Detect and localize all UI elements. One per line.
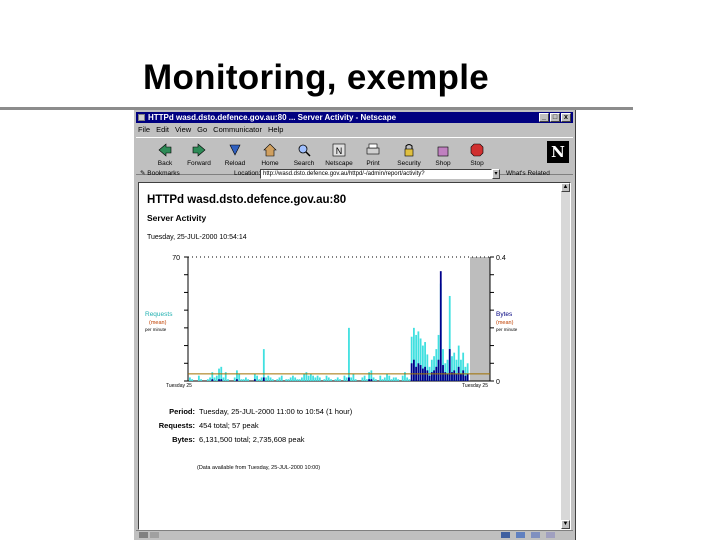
netscape-button[interactable]: N Netscape <box>324 140 354 167</box>
requests-bar <box>386 374 388 381</box>
requests-bar <box>256 376 258 381</box>
bytes-bar <box>442 365 444 381</box>
bottom-left-label: Tuesday 25 <box>166 383 192 389</box>
requests-bar <box>290 377 292 381</box>
bytes-bar <box>368 379 370 381</box>
page-content <box>138 182 571 530</box>
requests-bar <box>388 376 390 381</box>
data-availability-note: (Data available from Tuesday, 25-JUL-2000 10:00) <box>197 465 321 471</box>
page-host-title: HTTPd wasd.dsto.defence.gov.au:80 <box>147 194 347 206</box>
requests-bar <box>339 379 341 381</box>
requests-label: Requests: <box>158 421 195 430</box>
security-lock-icon <box>401 142 417 158</box>
status-bar <box>136 530 573 539</box>
component-bar-composer-icon[interactable] <box>546 532 555 538</box>
menu-bar <box>138 124 283 135</box>
requests-bar <box>397 379 399 381</box>
bytes-bar <box>422 369 424 381</box>
minimize-button[interactable]: _ <box>539 113 549 122</box>
bytes-bar <box>433 370 435 381</box>
requests-bar <box>353 374 355 381</box>
bytes-bar <box>370 379 372 381</box>
component-bar-news-icon[interactable] <box>531 532 540 538</box>
requests-bar <box>276 379 278 381</box>
shop-button[interactable]: Shop <box>428 140 458 167</box>
left-series-sub2-label: per minute <box>145 327 167 332</box>
requests-bar <box>303 374 305 381</box>
bytes-bar <box>254 379 256 381</box>
right-axis-min-label: 0 <box>496 379 500 386</box>
requests-bar <box>323 379 325 381</box>
bytes-bar <box>220 379 222 381</box>
requests-bar <box>198 376 200 381</box>
requests-bar <box>328 377 330 381</box>
requests-bar <box>238 374 240 381</box>
whats-related-button[interactable]: What's Related <box>506 170 550 177</box>
bytes-bar <box>348 377 350 381</box>
bytes-bar <box>453 370 455 381</box>
bytes-bar <box>429 376 431 381</box>
bookmarks-button[interactable]: ✎ Bookmarks <box>140 170 180 177</box>
requests-bar <box>337 377 339 381</box>
left-series-sub-label: (mean) <box>149 320 167 326</box>
browser-window <box>133 110 576 540</box>
requests-bar <box>241 379 243 381</box>
window-title: HTTPd wasd.dsto.defence.gov.au:80 ... Server Activity - Netscape <box>148 113 397 122</box>
url-dropdown-button[interactable]: ▾ <box>492 169 500 179</box>
requests-bar <box>297 379 299 381</box>
requests-bar <box>294 377 296 381</box>
menu-go[interactable]: Go <box>197 125 208 134</box>
requests-bar <box>189 377 191 381</box>
bytes-bar <box>420 365 422 381</box>
requests-bar <box>200 379 202 381</box>
requests-bar <box>247 379 249 381</box>
print-icon <box>365 142 381 158</box>
requests-bar <box>234 377 236 381</box>
forward-button[interactable]: Forward <box>184 140 214 167</box>
bytes-bar <box>467 374 469 381</box>
left-axis-max-label: 70 <box>172 255 180 262</box>
scroll-down-arrow[interactable]: ▼ <box>562 521 569 527</box>
close-button[interactable]: x <box>561 113 571 122</box>
menu-communicator[interactable]: Communicator <box>213 125 262 134</box>
bytes-value: 6,131,500 total; 2,735,608 peak <box>199 435 305 444</box>
requests-bar <box>191 379 193 381</box>
bytes-bar <box>447 374 449 381</box>
scroll-up-arrow[interactable]: ▲ <box>562 184 569 190</box>
menu-edit[interactable]: Edit <box>156 125 170 134</box>
bytes-bar <box>460 374 462 381</box>
requests-bar <box>317 376 319 381</box>
reload-icon <box>227 142 243 158</box>
menu-view[interactable]: View <box>175 125 192 134</box>
requests-bar <box>270 377 272 381</box>
bytes-bar <box>449 349 451 381</box>
bytes-bar <box>426 370 428 381</box>
page-subtitle: Server Activity <box>147 213 207 223</box>
requests-bar <box>395 377 397 381</box>
requests-bar <box>223 377 225 381</box>
home-button[interactable]: Home <box>255 140 285 167</box>
requests-value: 454 total; 57 peak <box>199 421 259 430</box>
bytes-bar <box>440 271 442 381</box>
forward-arrow-icon <box>191 142 207 158</box>
requests-bar <box>288 379 290 381</box>
requests-bar <box>319 377 321 381</box>
requests-bar <box>375 379 377 381</box>
shop-icon <box>435 142 451 158</box>
requests-bar <box>258 379 260 381</box>
bytes-bar <box>218 379 220 381</box>
report-date: Tuesday, 25-JUL-2000 10:54:14 <box>147 234 247 241</box>
requests-bar <box>391 379 393 381</box>
requests-bar <box>366 379 368 381</box>
bytes-bar <box>417 363 419 381</box>
requests-bar <box>227 379 229 381</box>
bytes-bar <box>456 374 458 381</box>
menu-file[interactable]: File <box>138 125 151 134</box>
bytes-bar <box>462 370 464 381</box>
requests-bar <box>207 379 209 381</box>
requests-bar <box>384 377 386 381</box>
window-titlebar <box>136 112 573 123</box>
requests-bar <box>350 377 352 381</box>
netscape-logo: N <box>547 141 569 163</box>
period-value: Tuesday, 25-JUL-2000 11:00 to 10:54 (1 hour) <box>199 407 353 416</box>
bytes-bar <box>465 376 467 381</box>
requests-bar <box>245 377 247 381</box>
requests-bar <box>346 377 348 381</box>
requests-bar <box>348 328 350 381</box>
netscape-window-icon <box>138 114 145 121</box>
stop-button[interactable]: Stop <box>462 140 492 167</box>
requests-bar <box>214 377 216 381</box>
requests-bar <box>310 374 312 381</box>
menu-help[interactable]: Help <box>267 125 284 134</box>
bottom-right-label: Tuesday 25 <box>462 383 488 389</box>
component-bar-navigator-icon[interactable] <box>501 532 510 538</box>
requests-bar <box>279 377 281 381</box>
bytes-bar <box>438 360 440 381</box>
security-status-icon <box>150 532 159 538</box>
bytes-bar <box>411 363 413 381</box>
connection-status-icon <box>139 532 148 538</box>
period-label: Period: <box>169 407 195 416</box>
requests-bar <box>335 379 337 381</box>
right-series-sub2-label: per minute <box>496 327 518 332</box>
requests-bar <box>263 349 265 381</box>
security-button[interactable]: Security <box>394 140 424 167</box>
location-label: Location: <box>234 170 261 177</box>
requests-bar <box>355 379 357 381</box>
requests-bar <box>373 377 375 381</box>
component-bar-mail-icon[interactable] <box>516 532 525 538</box>
requests-bar <box>308 376 310 381</box>
requests-bar <box>361 377 363 381</box>
requests-bar <box>272 379 274 381</box>
back-button[interactable]: Back <box>150 140 180 167</box>
requests-bar <box>267 376 269 381</box>
right-series-label: Bytes <box>496 311 513 318</box>
requests-bar <box>261 377 263 381</box>
requests-bar <box>402 376 404 381</box>
vertical-scrollbar[interactable] <box>561 183 570 529</box>
requests-bar <box>312 376 314 381</box>
requests-bar <box>330 379 332 381</box>
requests-bar <box>406 377 408 381</box>
netscape-icon <box>331 142 347 158</box>
maximize-button[interactable]: □ <box>550 113 560 122</box>
activity-chart <box>145 249 540 404</box>
requests-bar <box>243 379 245 381</box>
bytes-bar <box>263 377 265 381</box>
print-button[interactable]: Print <box>358 140 388 167</box>
left-series-label: Requests <box>145 311 173 318</box>
stop-icon <box>469 142 485 158</box>
requests-bar <box>301 377 303 381</box>
bytes-bar <box>413 360 415 381</box>
bytes-label: Bytes: <box>172 435 195 444</box>
slide-title: Monitoring, exemple <box>143 58 490 97</box>
data-unavailable-region <box>470 257 490 381</box>
requests-bar <box>216 376 218 381</box>
back-arrow-icon <box>157 142 173 158</box>
requests-bar <box>382 379 384 381</box>
requests-bar <box>281 376 283 381</box>
requests-bar <box>265 377 267 381</box>
url-field[interactable]: http://wasd.dsto.defence.gov.au/httpd/-/admin/report/activity? <box>260 169 492 179</box>
search-icon <box>296 142 312 158</box>
right-axis-max-label: 0.4 <box>496 255 506 262</box>
requests-bar <box>326 376 328 381</box>
requests-bar <box>344 376 346 381</box>
requests-bar <box>292 376 294 381</box>
requests-bar <box>364 376 366 381</box>
requests-bar <box>299 379 301 381</box>
requests-bar <box>218 369 220 381</box>
location-bar <box>136 167 573 181</box>
reload-button[interactable]: Reload <box>220 140 250 167</box>
requests-bar <box>409 379 411 381</box>
svg-text:N: N <box>335 146 343 156</box>
requests-bar <box>285 379 287 381</box>
right-series-sub-label: (mean) <box>496 320 514 326</box>
bytes-bar <box>236 379 238 381</box>
requests-bar <box>379 376 381 381</box>
requests-bar <box>209 377 211 381</box>
requests-bar <box>314 377 316 381</box>
bytes-bar <box>211 379 213 381</box>
search-button[interactable]: Search <box>289 140 319 167</box>
home-icon <box>262 142 278 158</box>
requests-bar <box>393 377 395 381</box>
